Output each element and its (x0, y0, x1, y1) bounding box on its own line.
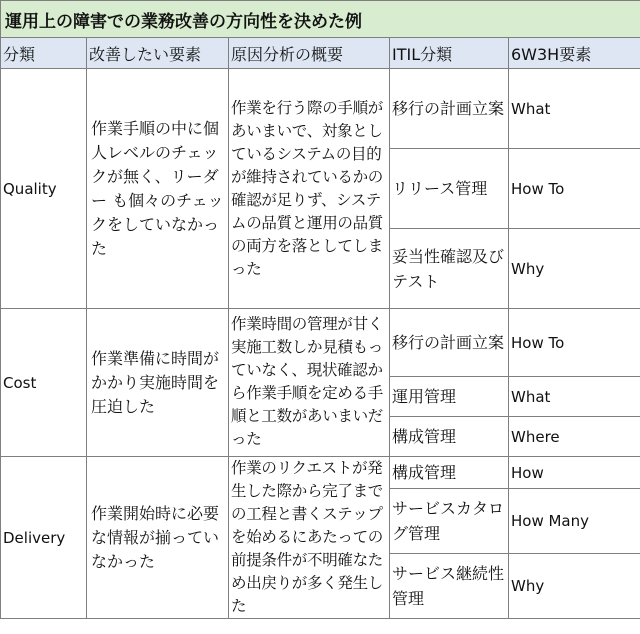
w-cell: Where (509, 417, 640, 457)
itil-cell: 構成管理 (390, 417, 509, 457)
improvement-cell: 作業手順の中に個人レベルのチェックが無く、リーダー も個々のチェックをしていなかった (87, 69, 229, 309)
itil-cell: 移行の計画立案 (390, 69, 509, 149)
improvement-cell: 作業準備に時間がかかり実施時間を圧迫した (87, 309, 229, 457)
header-row (1, 38, 640, 69)
w-cell: How (509, 457, 640, 489)
itil-cell: サービスカタログ管理 (390, 489, 509, 554)
w-cell: Why (509, 554, 640, 619)
w-cell: How Many (509, 489, 640, 554)
header-analysis: 原因分析の概要 (229, 38, 390, 69)
w-cell: How To (509, 149, 640, 229)
w-cell: What (509, 377, 640, 417)
improvement-cell: 作業開始時に必要な情報が揃っていなかった (87, 457, 229, 619)
header-6w3h: 6W3H要素 (509, 38, 640, 69)
analysis-cell: 作業時間の管理が甘く実施工数しか見積もっていなく、現状確認から作業手順を定める手順と工数があいまいだった (229, 309, 390, 457)
table-title: 運用上の障害での業務改善の方向性を決めた例 (1, 1, 640, 38)
analysis-cell: 作業を行う際の手順があいまいで、対象としているシステムの目的が維持されているかの確認が足りず、システムの品質と運用の品質の両方を落としてしまった (229, 69, 390, 309)
header-itil: ITIL分類 (390, 38, 509, 69)
itil-cell: 妥当性確認及びテスト (390, 229, 509, 309)
itil-cell: サービス継続性管理 (390, 554, 509, 619)
category-cell: Delivery (1, 457, 87, 619)
itil-cell: リリース管理 (390, 149, 509, 229)
analysis-cell: 作業のリクエストが発生した際から完了までの工程と書くステップを始めるにあたっての前提条件が不明確なため出戻りが多く発生した (229, 457, 390, 619)
category-cell: Cost (1, 309, 87, 457)
category-cell: Quality (1, 69, 87, 309)
itil-cell: 移行の計画立案 (390, 309, 509, 377)
header-improvement: 改善したい要素 (87, 38, 229, 69)
w-cell: Why (509, 229, 640, 309)
w-cell: How To (509, 309, 640, 377)
table-row (1, 309, 640, 377)
itil-cell: 構成管理 (390, 457, 509, 489)
w-cell: What (509, 69, 640, 149)
header-category: 分類 (1, 38, 87, 69)
table-row (1, 69, 640, 149)
table-row (1, 457, 640, 489)
itil-cell: 運用管理 (390, 377, 509, 417)
